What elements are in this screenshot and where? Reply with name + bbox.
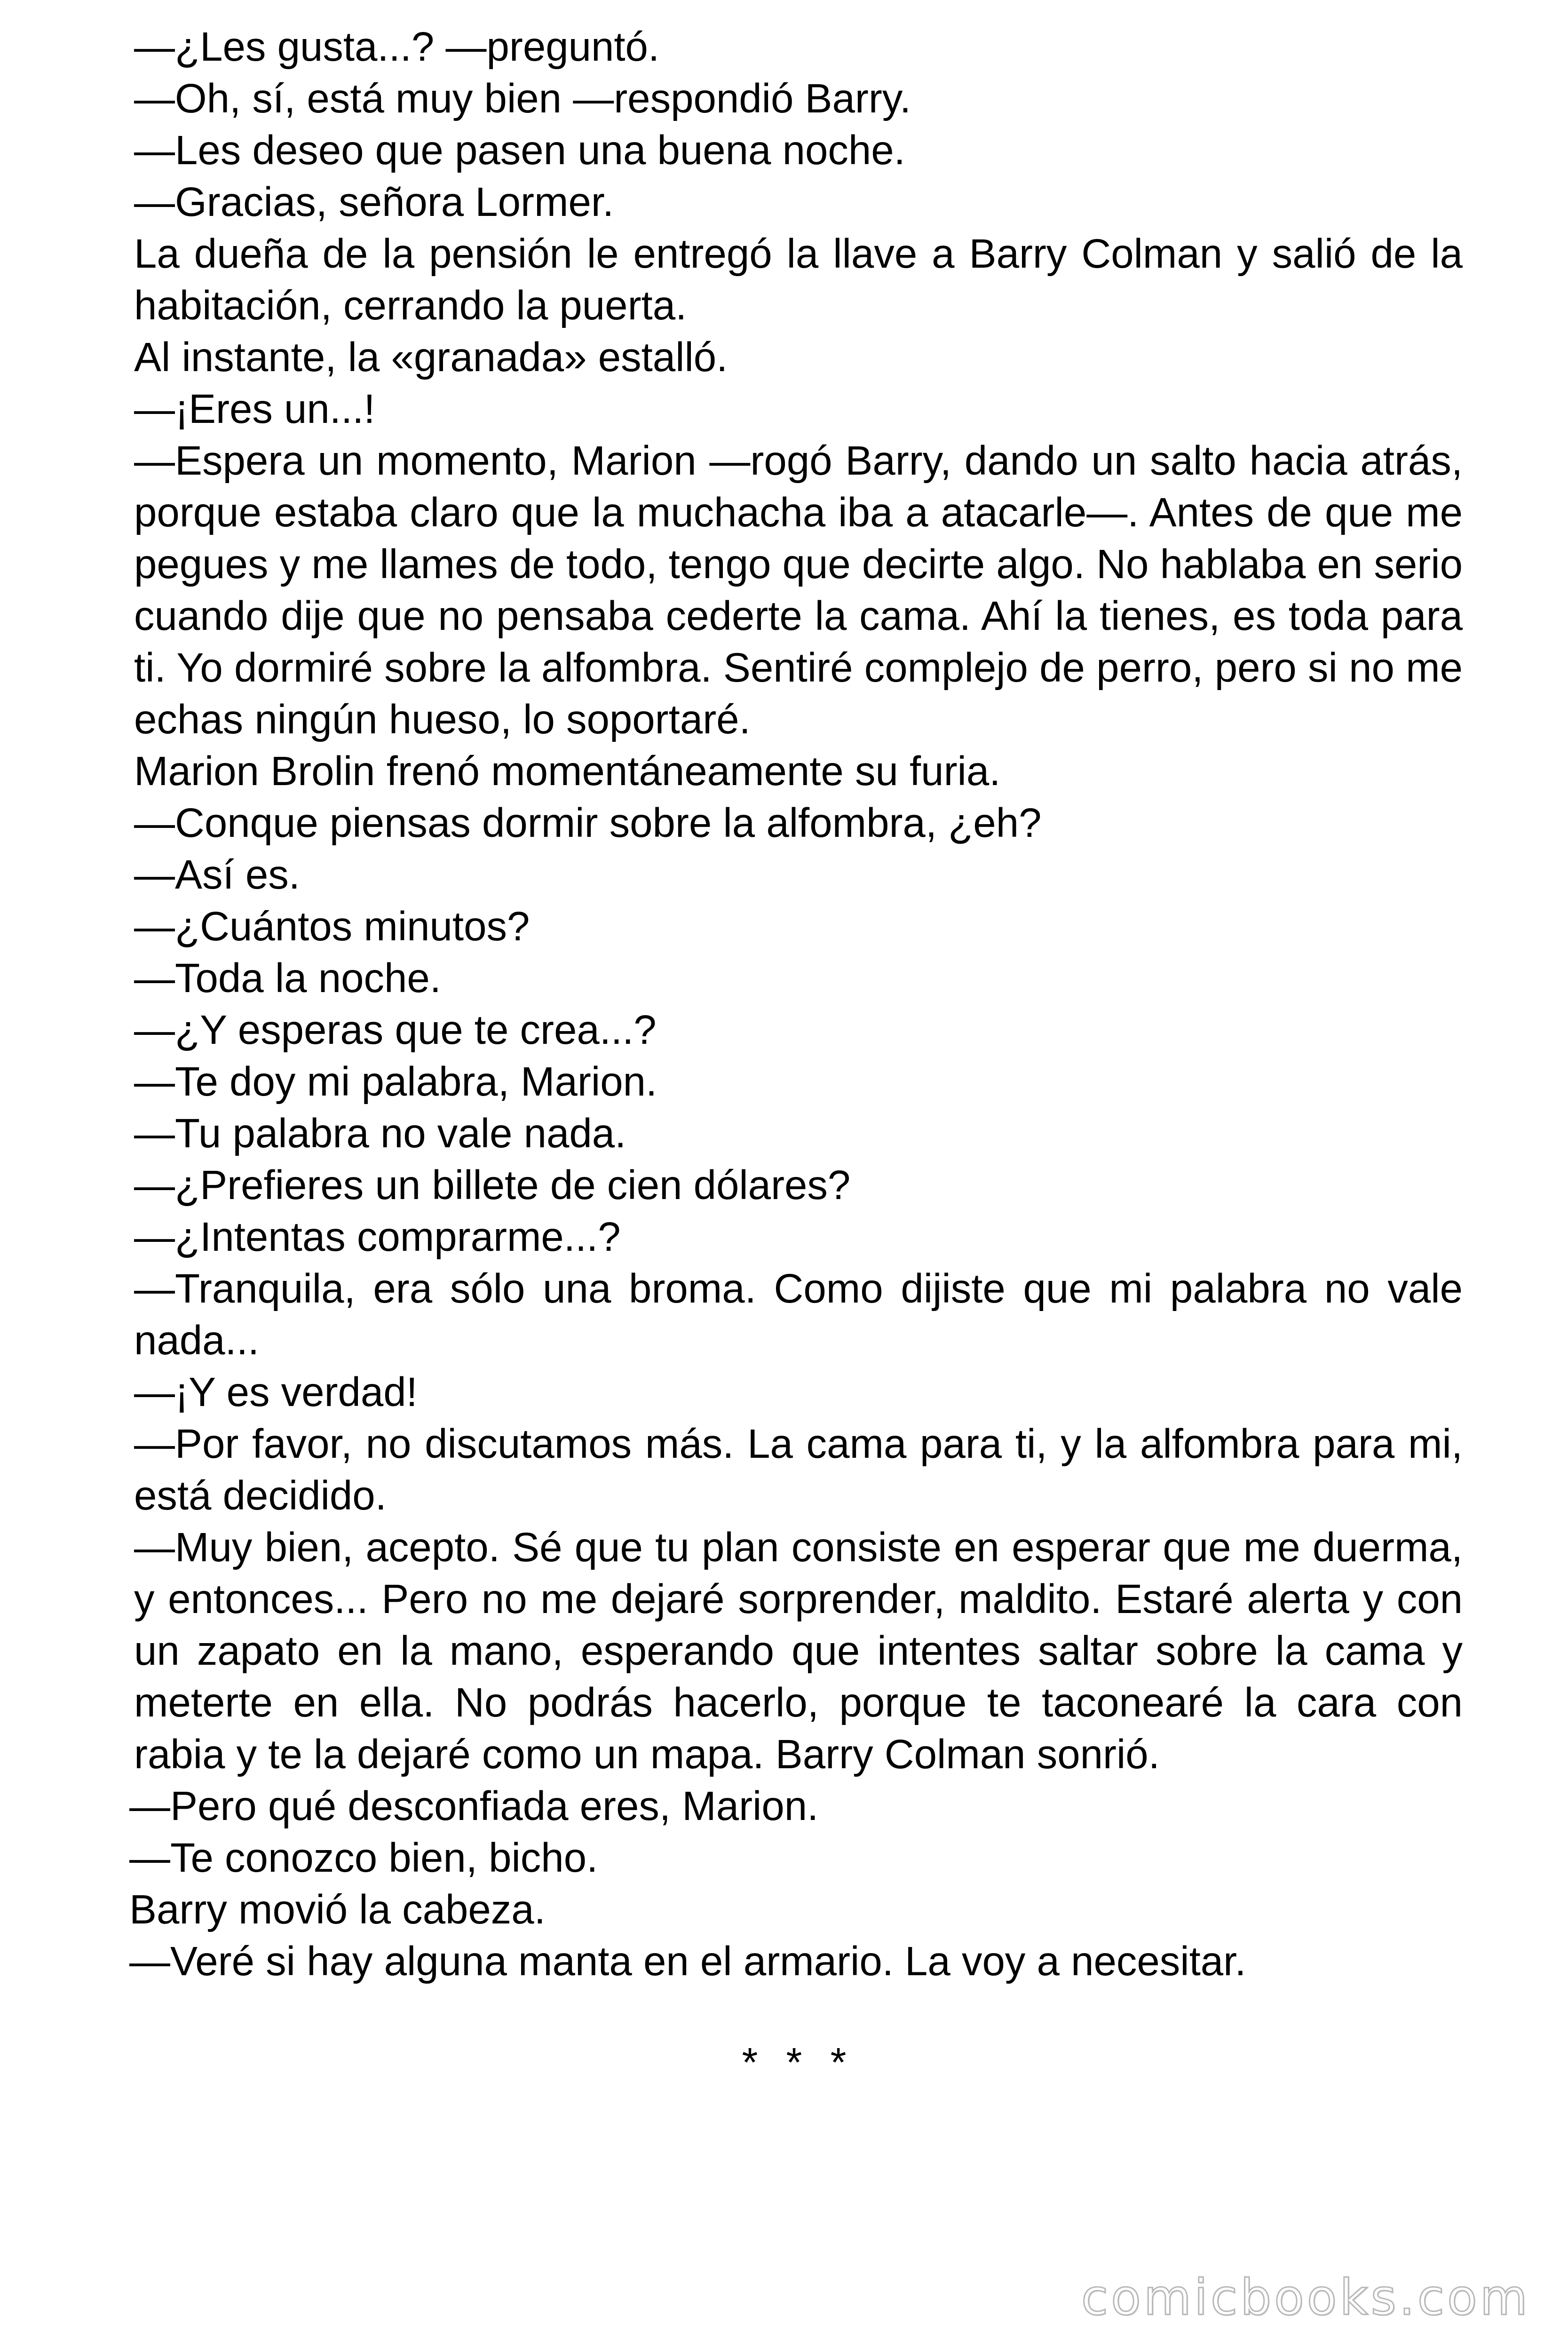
paragraph: —Muy bien, acepto. Sé que tu plan consiste en esperar que me duerma, y entonces... Pero no me dejaré sorprender, maldito. Estaré alerta y con un zapato en la mano, esperando que intentes saltar sobre la cama y meterte en ella. No podrás hacerlo, porque te taconearé la cara con rabia y te la dejaré como un mapa. Barry Colman sonrió.	[134, 1525, 1463, 1777]
paragraph: —Toda la noche.	[134, 955, 441, 1001]
paragraph: —Espera un momento, Marion —rogó Barry, dando un salto hacia atrás, porque estaba claro que la muchacha iba a atacarle—. Antes de que me pegues y me llames de todo, tengo que decirte algo. No hablaba en serio cuando dije que no pensaba cederte la cama. Ahí la tienes, es toda para ti. Yo dormiré sobre la alfombra. Sentiré complejo de perro, pero si no me echas ningún hueso, lo soportaré.	[134, 438, 1463, 742]
paragraph: —¿Intentas comprarme...?	[134, 1214, 621, 1260]
paragraph: —Oh, sí, está muy bien —respondió Barry.	[134, 76, 911, 121]
paragraph: —¿Prefieres un billete de cien dólares?	[134, 1162, 851, 1208]
paragraph: La dueña de la pensión le entregó la llave a Barry Colman y salió de la habitación, cerrando la puerta.	[134, 231, 1463, 328]
paragraph: —Pero qué desconfiada eres, Marion.	[129, 1783, 819, 1829]
paragraph: —¡Eres un...!	[134, 386, 375, 432]
paragraph: —Tu palabra no vale nada.	[134, 1111, 626, 1156]
paragraph: —Así es.	[134, 852, 300, 898]
page-text	[129, 21, 1463, 2089]
paragraph: —¿Cuántos minutos?	[134, 904, 530, 949]
paragraph: Al instante, la «granada» estalló.	[134, 334, 728, 380]
scene-separator: * * *	[742, 2040, 855, 2085]
paragraph: —¡Y es verdad!	[134, 1369, 418, 1415]
watermark-logo: comicbooks.com	[1081, 2269, 1530, 2326]
paragraph: —Te conozco bien, bicho.	[129, 1835, 598, 1881]
paragraph: Marion Brolin frenó momentáneamente su furia.	[134, 748, 1001, 794]
paragraph: —Les deseo que pasen una buena noche.	[134, 127, 905, 173]
paragraph: —Tranquila, era sólo una broma. Como dijiste que mi palabra no vale nada...	[134, 1266, 1463, 1363]
paragraph: —¿Les gusta...? —preguntó.	[134, 24, 660, 70]
paragraph: —Gracias, señora Lormer.	[134, 179, 614, 225]
paragraph: —Te doy mi palabra, Marion.	[134, 1059, 657, 1104]
paragraph: —Conque piensas dormir sobre la alfombra, ¿eh?	[134, 800, 1042, 846]
paragraph: —Por favor, no discutamos más. La cama para ti, y la alfombra para mi, está decidido.	[134, 1421, 1463, 1518]
paragraph: —Veré si hay alguna manta en el armario. La voy a necesitar.	[129, 1939, 1246, 1984]
paragraph: —¿Y esperas que te crea...?	[134, 1007, 657, 1053]
paragraph: Barry movió la cabeza.	[129, 1887, 546, 1932]
